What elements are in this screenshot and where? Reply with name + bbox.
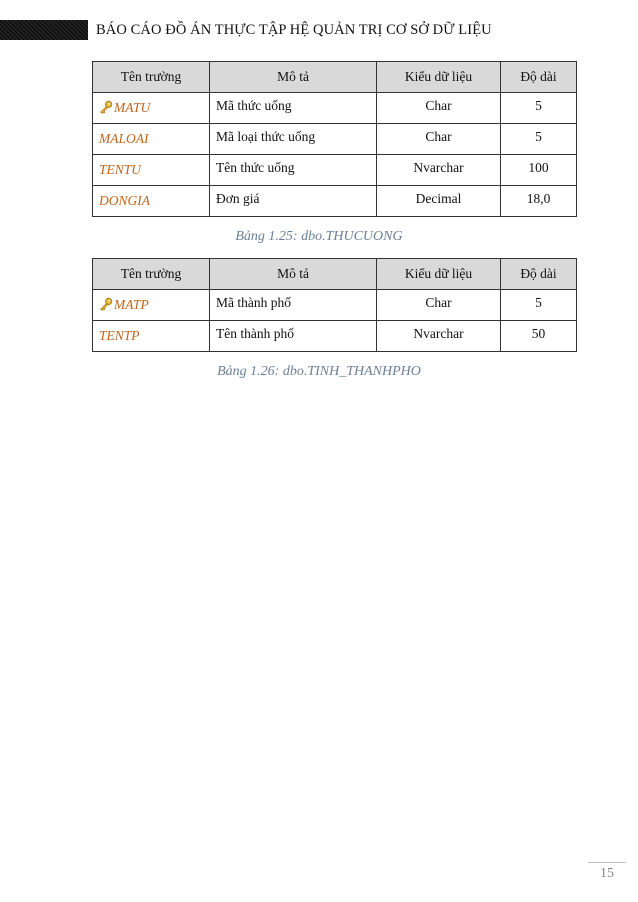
len-cell: 100	[501, 155, 577, 186]
field-cell: MALOAI	[93, 124, 210, 155]
type-cell: Char	[377, 124, 501, 155]
field-cell	[93, 93, 210, 124]
desc-cell: Mã thành phố	[210, 290, 377, 321]
page-number: 15	[600, 866, 614, 881]
col-header-len: Độ dài	[501, 259, 577, 290]
field-cell: TENTU	[93, 155, 210, 186]
type-cell: Decimal	[377, 186, 501, 217]
type-cell: Nvarchar	[377, 155, 501, 186]
col-header-type: Kiểu dữ liệu	[377, 62, 501, 93]
desc-cell: Tên thức uống	[210, 155, 377, 186]
table-row	[93, 155, 577, 186]
len-cell: 5	[501, 93, 577, 124]
col-header-field: Tên trường	[93, 259, 210, 290]
field-name: MATU	[114, 100, 151, 115]
table-row	[93, 321, 577, 352]
len-cell: 50	[501, 321, 577, 352]
table-header-row	[93, 62, 577, 93]
desc-cell: Mã thức uống	[210, 93, 377, 124]
table-caption: Bảng 1.25: dbo.THUCUONG	[235, 229, 403, 244]
col-header-field: Tên trường	[93, 62, 210, 93]
table-row	[93, 124, 577, 155]
field-cell: DONGIA	[93, 186, 210, 217]
col-header-type: Kiểu dữ liệu	[377, 259, 501, 290]
len-cell: 5	[501, 290, 577, 321]
key-icon	[99, 100, 113, 114]
field-name: MATP	[114, 297, 149, 312]
table-caption: Bảng 1.26: dbo.TINH_THANHPHO	[217, 364, 421, 379]
field-cell	[93, 290, 210, 321]
table-header-row	[93, 259, 577, 290]
table-tinh-thanhpho	[92, 258, 577, 352]
field-cell: TENTP	[93, 321, 210, 352]
table-row	[93, 186, 577, 217]
len-cell: 5	[501, 124, 577, 155]
footer-divider	[588, 862, 626, 863]
table-thucuong	[92, 61, 577, 217]
len-cell: 18,0	[501, 186, 577, 217]
col-header-desc: Mô tả	[210, 259, 377, 290]
table-row	[93, 290, 577, 321]
type-cell: Char	[377, 93, 501, 124]
desc-cell: Đơn giá	[210, 186, 377, 217]
desc-cell: Mã loại thức uống	[210, 124, 377, 155]
type-cell: Char	[377, 290, 501, 321]
col-header-desc: Mô tả	[210, 62, 377, 93]
key-icon	[99, 297, 113, 311]
document-header-title: BÁO CÁO ĐỒ ÁN THỰC TẬP HỆ QUẢN TRỊ CƠ SỞ DỮ LIỆU	[96, 22, 492, 38]
header-decor-bar	[0, 20, 88, 40]
desc-cell: Tên thành phố	[210, 321, 377, 352]
col-header-len: Độ dài	[501, 62, 577, 93]
type-cell: Nvarchar	[377, 321, 501, 352]
table-row	[93, 93, 577, 124]
